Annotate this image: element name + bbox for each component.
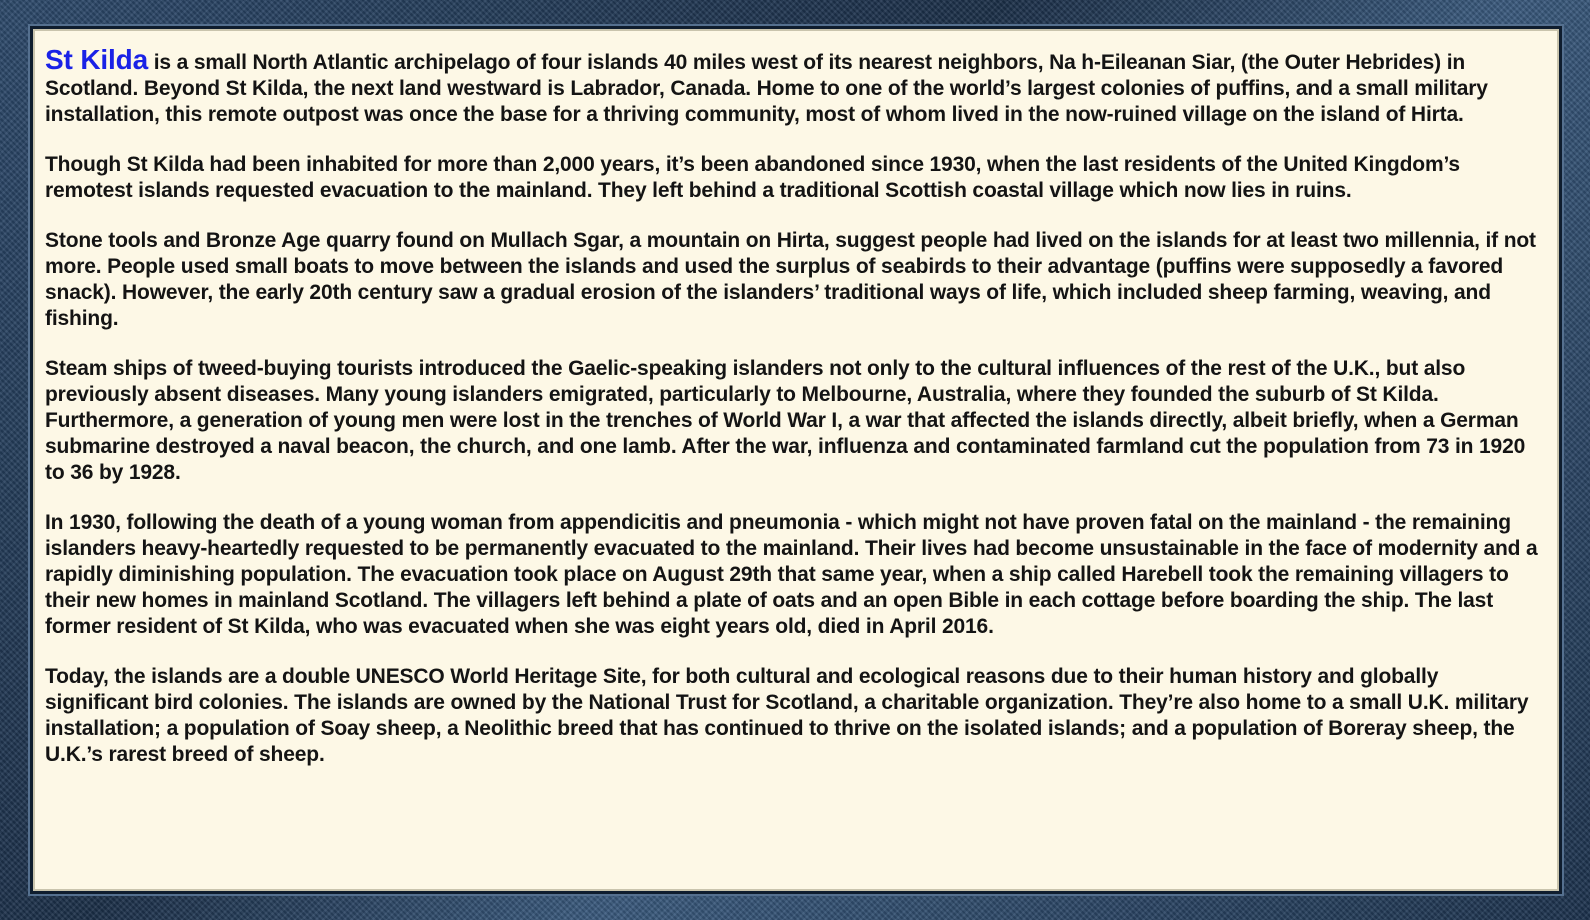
paragraph-decline: Steam ships of tweed-buying tourists introduced the Gaelic-speaking islanders not only to the cultural influences of the rest of the U.K., but also previously absent diseases. Many young islanders emigrated, particularly to Melbourne, Australia, where they founded the suburb of St Kilda. Furthermore, a generation of young men were lost in the trenches of World War I, a war that affected the islands directly, albeit briefly, when a German submarine destroyed a naval beacon, the church, and one lamb. After the war, influenza and contaminated farmland cut the population from 73 in 1920 to 36 by 1928. xyxy=(45,357,1526,484)
paragraph-evacuation: In 1930, following the death of a young woman from appendicitis and pneumonia - which might not have proven fatal on the mainland - the remaining islanders heavy-heartedly requested to be permanently evacuated to the mainland. Their lives had become unsustainable in the face of modernity and a rapidly diminishing population. The evacuation took place on August 29th that same year, when a ship called Harebell took the remaining villagers to their new homes in mainland Scotland. The villagers left behind a plate of oats and an open Bible in each cottage before boarding the ship. The last former resident of St Kilda, who was evacuated when she was eight years old, died in April 2016. xyxy=(45,511,1538,638)
intro-text: is a small North Atlantic archipelago of four islands 40 miles west of its nearest neighbors, Na h-Eileanan Siar, (the Outer Hebrides) in Scotland. Beyond St Kilda, the next land westward is Labrador, Canada. Home to one of the world’s largest colonies of puffins, and a small military installation, this remote outpost was once the base for a thriving community, most of whom lived in the now-ruined village on the island of Hirta. xyxy=(45,51,1488,126)
paragraph-abandonment: Though St Kilda had been inhabited for more than 2,000 years, it’s been abandoned since 1930, when the last residents of the United Kingdom’s remotest islands requested evacuation to the mainland. They left behind a traditional Scottish coastal village which now lies in ruins. xyxy=(45,153,1460,202)
article-title: St Kilda xyxy=(45,44,149,75)
intro-paragraph xyxy=(45,44,1545,128)
text-panel xyxy=(30,26,1562,894)
paragraph-today: Today, the islands are a double UNESCO World Heritage Site, for both cultural and ecological reasons due to their human history and globally significant bird colonies. The islands are owned by the National Trust for Scotland, a charitable organization. They’re also home to a small U.K. military installation; a population of Soay sheep, a Neolithic breed that has continued to thrive on the isolated islands; and a population of Boreray sheep, the U.K.’s rarest breed of sheep. xyxy=(45,665,1529,766)
paragraph-history: Stone tools and Bronze Age quarry found on Mullach Sgar, a mountain on Hirta, suggest people had lived on the islands for at least two millennia, if not more. People used small boats to move between the islands and used the surplus of seabirds to their advantage (puffins were supposedly a favored snack). However, the early 20th century saw a gradual erosion of the islanders’ traditional ways of life, which included sheep farming, weaving, and fishing. xyxy=(45,229,1536,330)
